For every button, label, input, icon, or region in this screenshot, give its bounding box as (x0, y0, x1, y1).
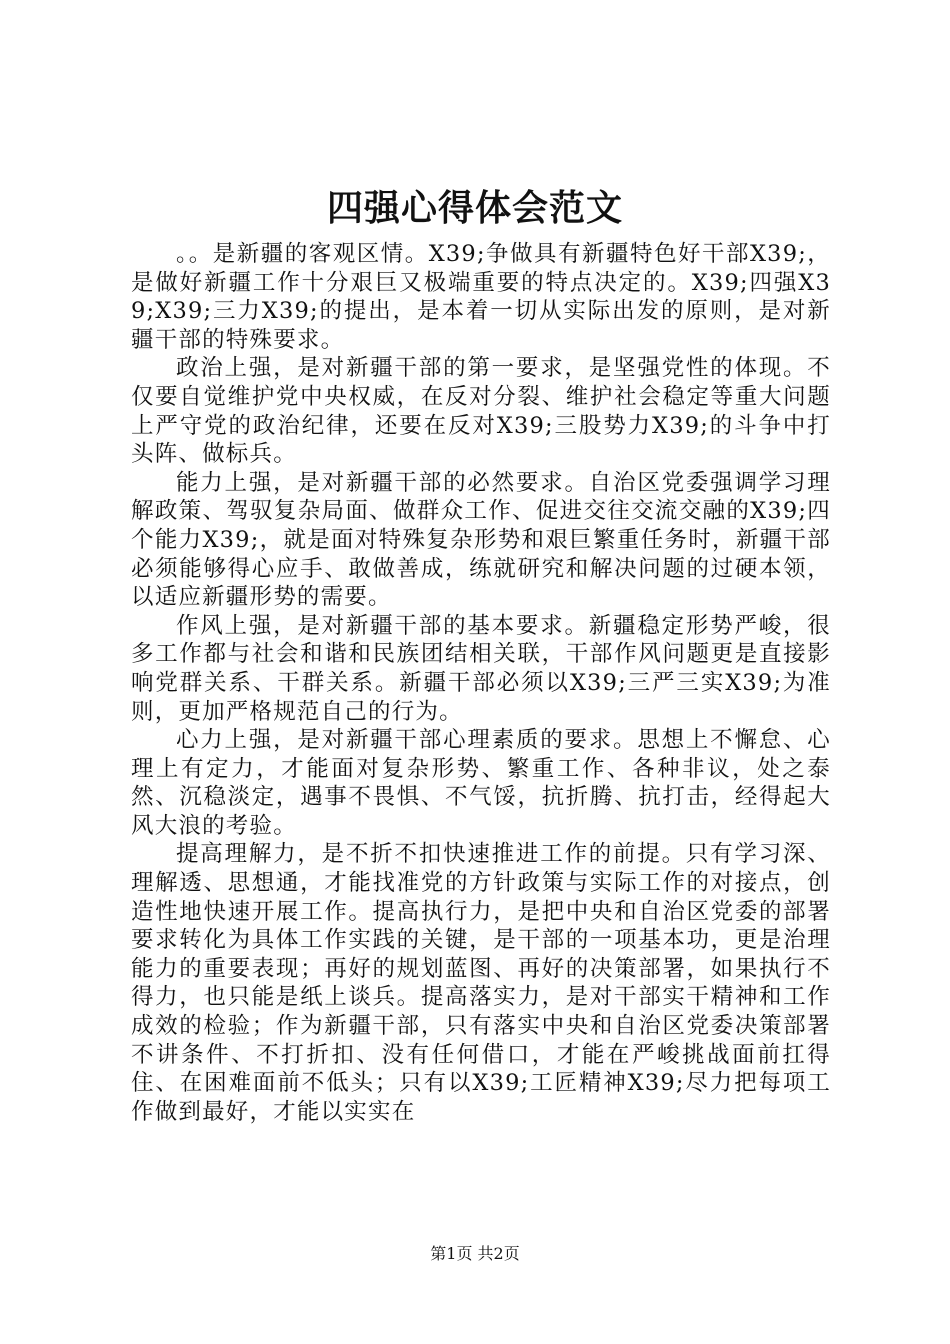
document-body (131, 240, 831, 1126)
paragraph: 作风上强，是对新疆干部的基本要求。新疆稳定形势严峻，很多工作都与社会和谐和民族团结相关联，干部作风问题更是直接影响党群关系、干群关系。新疆干部必须以X39;三严三实X39;为准则，更加严格规范自己的行为。 (131, 612, 831, 725)
page-footer: 第1页 共2页 (430, 1244, 520, 1263)
paragraph: 能力上强，是对新疆干部的必然要求。自治区党委强调学习理解政策、驾驭复杂局面、做群众工作、促进交往交流交融的X39;四个能力X39;，就是面对特殊复杂形势和艰巨繁重任务时，新疆干部必须能够得心应手、敢做善成，练就研究和解决问题的过硬本领，以适应新疆形势的需要。 (131, 469, 831, 611)
document-title: 四强心得体会范文 (326, 187, 623, 229)
paragraph: 。。是新疆的客观区情。X39;争做具有新疆特色好干部X39;，是做好新疆工作十分艰巨又极端重要的特点决定的。X39;四强X39;X39;三力X39;的提出，是本着一切从实际出发的原则，是对新疆干部的特殊要求。 (131, 241, 831, 353)
paragraph: 心力上强，是对新疆干部心理素质的要求。思想上不懈怠、心理上有定力，才能面对复杂形势、繁重工作、各种非议，处之泰然、沉稳淡定，遇事不畏惧、不气馁，抗折腾、抗打击，经得起大风大浪的考验。 (131, 727, 831, 839)
paragraph: 政治上强，是对新疆干部的第一要求，是坚强党性的体现。不仅要自觉维护党中央权威，在反对分裂、维护社会稳定等重大问题上严守党的政治纪律，还要在反对X39;三股势力X39;的斗争中打头阵、做标兵。 (131, 355, 831, 468)
paragraph: 提高理解力，是不折不扣快速推进工作的前提。只有学习深、理解透、思想通，才能找准党的方针政策与实际工作的对接点，创造性地快速开展工作。提高执行力，是把中央和自治区党委的部署要求转化为具体工作实践的关键，是干部的一项基本功，更是治理能力的重要表现；再好的规划蓝图、再好的决策部署，如果执行不得力，也只能是纸上谈兵。提高落实力，是对干部实干精神和工作成效的检验；作为新疆干部，只有落实中央和自治区党委决策部署不讲条件、不打折扣、没有任何借口，才能在严峻挑战面前扛得住、在困难面前不低头；只有以X39;工匠精神X39;尽力把每项工作做到最好，才能以实实在 (131, 841, 831, 1125)
